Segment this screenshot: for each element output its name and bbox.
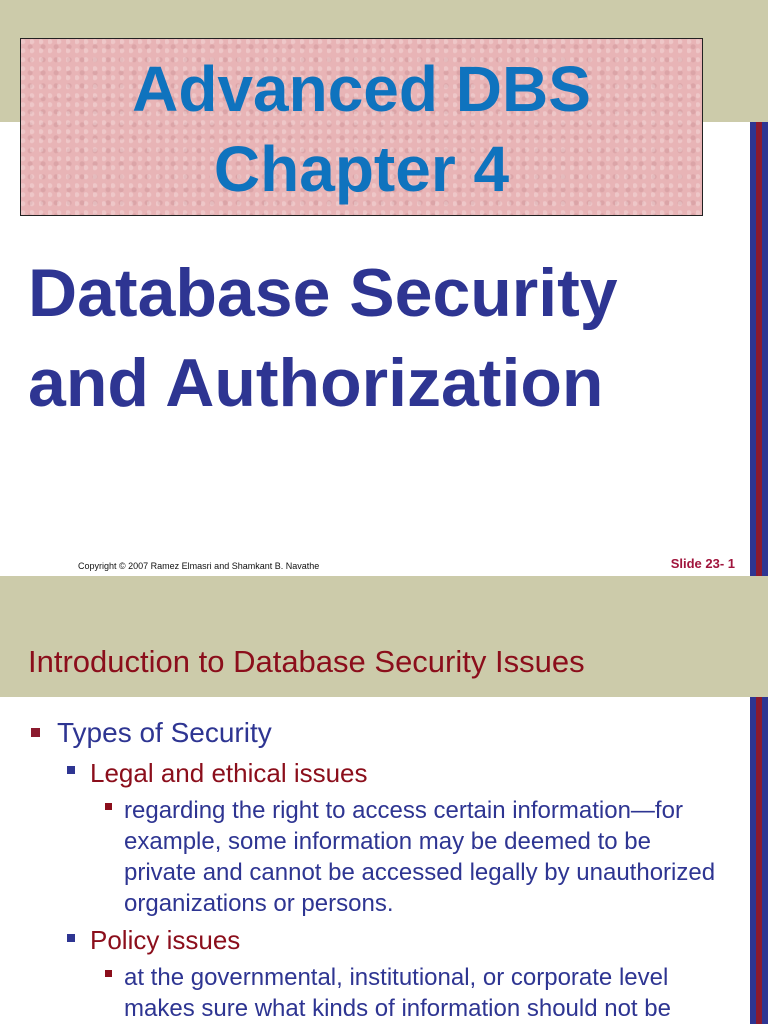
title-box xyxy=(20,38,703,216)
decorative-stripes xyxy=(750,697,768,1024)
bullet-square-icon xyxy=(67,766,75,774)
slide-2 xyxy=(0,576,768,1024)
title-line-2: Chapter 4 xyxy=(213,133,510,205)
list-item-types-of-security: Types of Security xyxy=(57,717,272,748)
slide-number: Slide 23- 1 xyxy=(670,556,735,571)
copyright-notice: Copyright © 2007 Ramez Elmasri and Shamkant B. Navathe xyxy=(78,561,320,571)
list-item-policy-issues: Policy issues xyxy=(90,925,241,955)
bullet-square-icon xyxy=(105,970,112,977)
bullet-square-icon xyxy=(105,803,112,810)
subtitle-line-2: and Authorization xyxy=(28,345,604,421)
slide-heading: Introduction to Database Security Issues xyxy=(28,644,585,679)
decorative-stripes xyxy=(750,122,768,576)
bullet-square-icon xyxy=(31,728,40,737)
subtitle-line-1: Database Security xyxy=(28,255,618,331)
subtitle xyxy=(28,248,728,428)
list-item-legal-ethical: Legal and ethical issues xyxy=(90,758,368,788)
list-item-policy-detail: at the governmental, institutional, or corporate level makes sure what kinds of information should not be xyxy=(124,964,671,1022)
title-line-1: Advanced DBS xyxy=(132,53,591,125)
list-item-legal-detail: regarding the right to access certain information—for example, some information may be deemed to be private and cannot be accessed legally by unauthorized organizations or persons. xyxy=(124,797,716,917)
bullet-square-icon xyxy=(67,934,75,942)
